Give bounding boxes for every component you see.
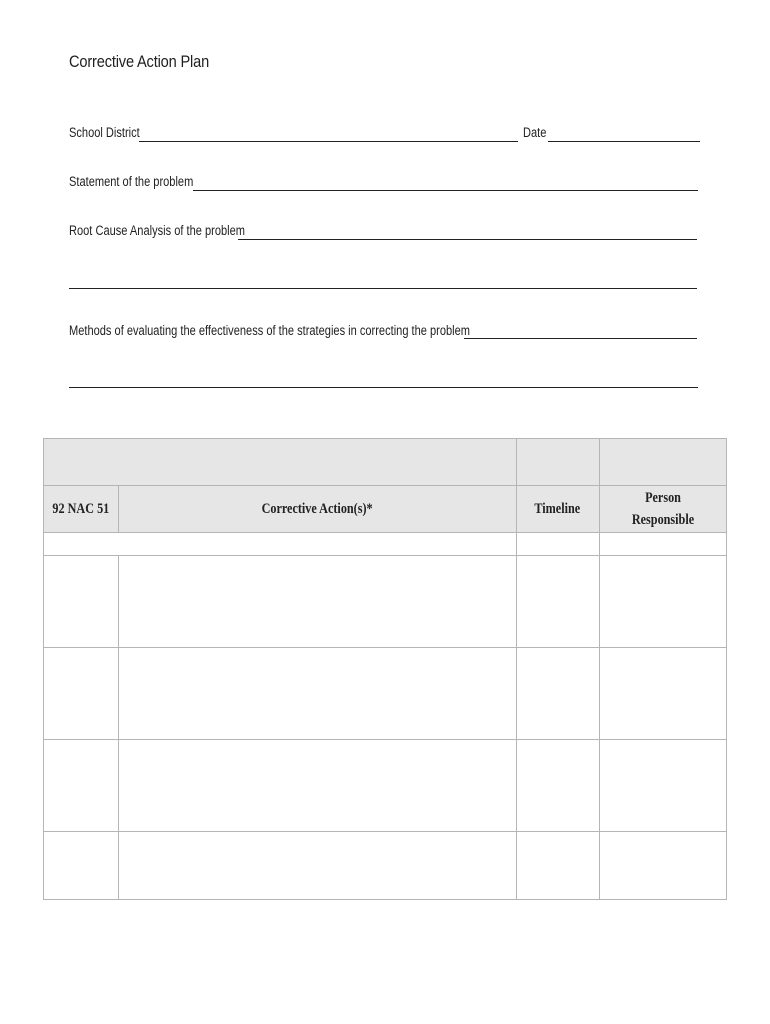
table-cell-nac-3[interactable] (43, 739, 118, 831)
root-cause-label: Root Cause Analysis of the problem (69, 223, 245, 238)
table-border-top (43, 438, 727, 439)
table-cell-person-2[interactable] (599, 647, 726, 739)
table-cell-person-1[interactable] (599, 555, 726, 647)
table-border-bottom (43, 899, 727, 900)
table-cell-person-4[interactable] (599, 831, 726, 899)
root-cause-line[interactable] (238, 239, 697, 240)
table-cell-timeline-1[interactable] (516, 555, 599, 647)
col-header-timeline: Timeline (534, 500, 581, 517)
table-cell-nac-4[interactable] (43, 831, 118, 899)
table-cell-action-2[interactable] (118, 647, 516, 739)
corrective-action-table (43, 438, 727, 900)
table-cell-nac-1[interactable] (43, 555, 118, 647)
page-title: Corrective Action Plan (69, 52, 210, 71)
date-label: Date (523, 125, 547, 140)
table-cell-action-1[interactable] (118, 555, 516, 647)
statement-line[interactable] (193, 190, 698, 191)
col-header-corrective-actions: Corrective Action(s)* (261, 500, 373, 517)
methods-line[interactable] (464, 338, 697, 339)
statement-label: Statement of the problem (69, 174, 194, 189)
methods-label: Methods of evaluating the effectiveness of the strategies in correcting the problem (69, 323, 471, 338)
methods-line-2[interactable] (69, 387, 698, 388)
root-cause-line-2[interactable] (69, 288, 697, 289)
table-border-right (726, 438, 727, 900)
table-cell-person-3[interactable] (599, 739, 726, 831)
col-header-person-responsible: Person Responsible (631, 489, 694, 528)
table-cell-action-4[interactable] (118, 831, 516, 899)
table-cell-timeline-4[interactable] (516, 831, 599, 899)
table-cell-nac-2[interactable] (43, 647, 118, 739)
table-cell-action-3[interactable] (118, 739, 516, 831)
col-header-nac: 92 NAC 51 (52, 500, 109, 517)
table-cell-timeline-2[interactable] (516, 647, 599, 739)
date-line[interactable] (548, 141, 700, 142)
table-divider (43, 532, 727, 533)
school-district-label: School District (69, 125, 140, 140)
school-district-line[interactable] (139, 141, 518, 142)
table-cell-timeline-3[interactable] (516, 739, 599, 831)
